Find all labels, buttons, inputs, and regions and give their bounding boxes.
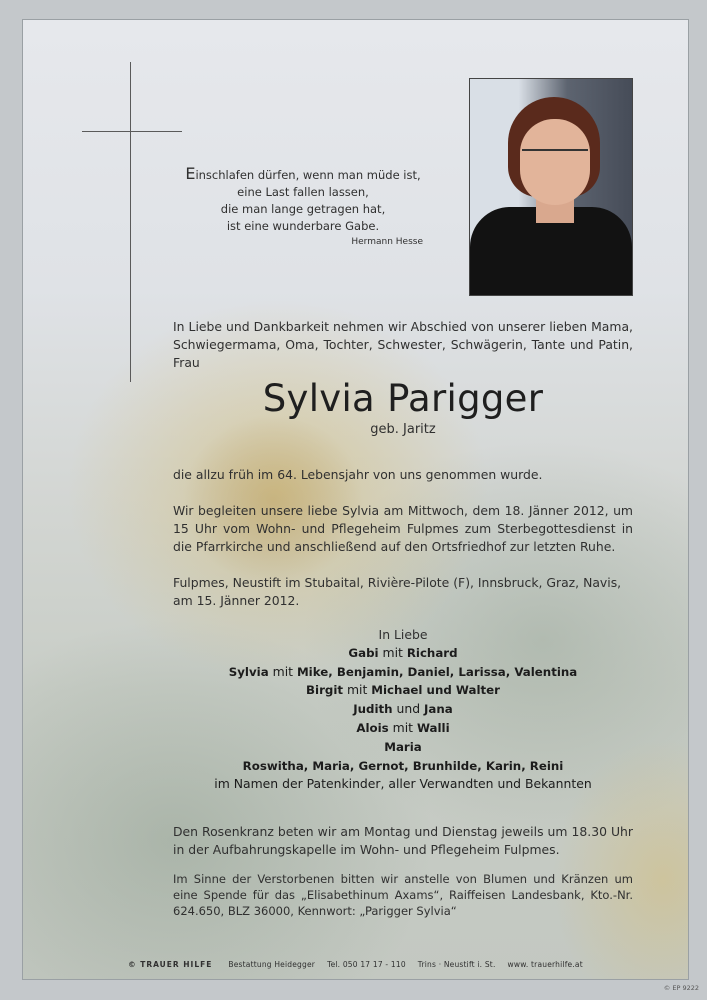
mourner-main: Roswitha, Maria, Gernot, Brunhilde, Karin, Reini: [242, 758, 564, 773]
cross-icon-vertical: [130, 62, 131, 382]
mourner-partner: Jana: [424, 702, 453, 717]
mourner-row: [153, 644, 653, 663]
mourner-main: Birgit: [306, 683, 344, 698]
mourner-row: [153, 738, 653, 757]
mourner-connector: mit: [378, 644, 407, 660]
footer-address: Trins · Neustift i. St.: [417, 960, 496, 969]
poem-initial: E: [185, 164, 196, 183]
mourners-label: In Liebe: [378, 627, 428, 642]
mourner-row: [153, 681, 653, 700]
footer-phone: Tel. 050 17 17 - 110: [327, 960, 406, 969]
poem-line-4: ist eine wunderbare Gabe.: [226, 219, 380, 233]
mourner-row: [153, 663, 653, 682]
mourner-connector: und: [392, 701, 425, 717]
mourners-list: [153, 626, 653, 793]
age-line: die allzu früh im 64. Lebensjahr von uns genommen wurde.: [173, 467, 543, 482]
footer-website[interactable]: www. trauerhilfe.at: [507, 960, 583, 969]
mourner-main: Maria: [384, 739, 422, 754]
mourner-partner: Walli: [416, 720, 450, 735]
mourner-connector: mit: [268, 663, 297, 679]
poem-quote: [183, 165, 423, 249]
mourner-main: Judith: [353, 702, 393, 717]
portrait-glasses: [522, 149, 588, 163]
maiden-name: geb. Jaritz: [370, 422, 436, 437]
deceased-name: Sylvia Parigger: [262, 377, 544, 420]
rosary-info: Den Rosenkranz beten wir am Montag und Dienstag jeweils um 18.30 Uhr in der Aufbahrungskapelle im Wohn- und Pflegeheim Fulpmes.: [173, 824, 633, 857]
mourner-partner: Michael und Walter: [371, 683, 500, 698]
poem-line-1: [183, 165, 423, 184]
poem-line-3: die man lange getragen hat,: [220, 202, 386, 216]
mourner-partner: Richard: [406, 645, 458, 660]
mourner-row: [153, 719, 653, 738]
obituary-card: [22, 19, 689, 980]
donation-info: Im Sinne der Verstorbenen bitten wir anstelle von Blumen und Kränzen um eine Spende für das „Elisabethinum Axams“, Raiffeisen Landesbank, Kto.-Nr. 624.650, BLZ 36000, Kennwort: „Parigger Sylvia“: [173, 872, 633, 918]
footer: [23, 960, 688, 970]
mourners-closing: im Namen der Patenkinder, aller Verwandten und Bekannten: [214, 776, 592, 792]
mourner-connector: mit: [388, 719, 417, 735]
mourner-main: Alois: [356, 720, 389, 735]
mourner-main: Gabi: [348, 645, 379, 660]
places-and-date: Fulpmes, Neustift im Stubaital, Rivière-Pilote (F), Innsbruck, Graz, Navis, am 15. Jänner 2012.: [173, 575, 622, 608]
funeral-details: Wir begleiten unsere liebe Sylvia am Mittwoch, dem 18. Jänner 2012, um 15 Uhr vom Wohn- und Pflegeheim Fulpmes zum Sterbegottesdienst in die Pfarrkirche und anschließend auf den Ortsfriedhof zur letzten Ruhe.: [173, 503, 633, 554]
print-code: © EP 9222: [663, 984, 699, 992]
poem-line-1-text: inschlafen dürfen, wenn man müde ist,: [195, 168, 421, 182]
mourner-partner: Mike, Benjamin, Daniel, Larissa, Valentina: [296, 664, 578, 679]
poem-author: Hermann Hesse: [351, 237, 423, 247]
footer-brand: © TRAUER HILFE: [128, 960, 213, 969]
mourner-row: [153, 757, 653, 776]
cross-icon-horizontal: [82, 131, 182, 132]
footer-undertaker: Bestattung Heidegger: [228, 960, 316, 969]
poem-line-2: eine Last fallen lassen,: [237, 185, 369, 199]
mourner-row: [153, 700, 653, 719]
intro-text: In Liebe und Dankbarkeit nehmen wir Abschied von unserer lieben Mama, Schwiegermama, Oma, Tochter, Schwester, Schwägerin, Tante und Patin, Frau: [173, 319, 633, 370]
portrait-photo: [469, 78, 633, 296]
mourner-connector: mit: [343, 682, 372, 698]
mourner-main: Sylvia: [228, 664, 269, 679]
